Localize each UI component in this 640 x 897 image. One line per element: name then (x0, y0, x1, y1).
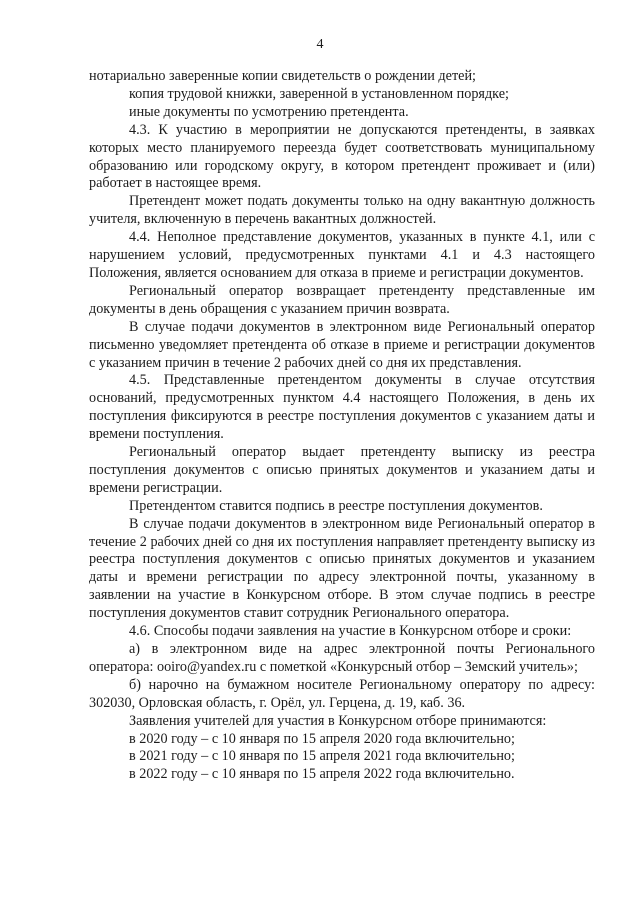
paragraph: иные документы по усмотрению претендента. (129, 103, 409, 120)
document-body (89, 68, 595, 784)
paragraph: в 2022 году – с 10 января по 15 апреля 2022 года включительно. (129, 766, 515, 783)
paragraph: 4.4. Неполное представление документов, указанных в пункте 4.1, или с нарушением условий, предусмотренных пунктами 4.1 и 4.3 настоящего Положения, является основанием для отказа в приеме и регистрации документов. (89, 229, 595, 281)
paragraph: В случае подачи документов в электронном виде Региональный оператор в течение 2 рабочих дней со дня их поступления направляет претенденту выписку из реестра поступления документов с описью принятых документов и указанием даты и времени регистрации по адресу электронной почты, указанному в заявлении на участие в Конкурсном отборе. В этом случае подпись в реестре поступления документов ставит сотрудник Регионального оператора. (89, 515, 595, 622)
paragraph: 4.3. К участию в мероприятии не допускаются претенденты, в заявках которых место планируемого переезда будет соответствовать муниципальному образованию или городскому округу, в котором претендент проживает и (или) работает в настоящее время. (89, 121, 595, 192)
paragraph: 4.5. Представленные претендентом документы в случае отсутствия оснований, предусмотренных пунктом 4.4 настоящего Положения, в день их поступления фиксируются в реестре поступления документов с указанием даты и времени поступления. (89, 372, 595, 443)
paragraph: копия трудовой книжки, заверенной в установленном порядке; (129, 85, 509, 102)
paragraph: Региональный оператор выдает претенденту выписку из реестра поступления документов с описью принятых документов и указанием даты и времени регистрации. (89, 444, 595, 496)
paragraph: нотариально заверенные копии свидетельств о рождении детей; (89, 68, 476, 84)
paragraph: Претендент может подать документы только на одну вакантную должность учителя, включенную в перечень вакантных должностей. (89, 193, 595, 228)
paragraph: б) нарочно на бумажном носителе Региональному оператору по адресу: 302030, Орловская область, г. Орёл, ул. Герцена, д. 19, каб. 36. (89, 676, 595, 711)
page-number: 4 (316, 37, 324, 52)
paragraph: в 2021 году – с 10 января по 15 апреля 2021 года включительно; (129, 748, 515, 765)
paragraph: Претендентом ставится подпись в реестре поступления документов. (129, 497, 543, 514)
paragraph: 4.6. Способы подачи заявления на участие в Конкурсном отборе и сроки: (129, 623, 572, 640)
paragraph: в 2020 году – с 10 января по 15 апреля 2020 года включительно; (129, 730, 515, 747)
paragraph: Региональный оператор возвращает претенденту представленные им документы в день обращения с указанием причин возврата. (89, 282, 595, 317)
paragraph: В случае подачи документов в электронном виде Региональный оператор письменно уведомляет претендента об отказе в приеме и регистрации документов с указанием причин в течение 2 рабочих дней со дня их представления. (89, 318, 595, 371)
paragraph: Заявления учителей для участия в Конкурсном отборе принимаются: (129, 712, 547, 729)
paragraph: а) в электронном виде на адрес электронной почты Регионального оператора: ooiro@yandex.ru с пометкой «Конкурсный отбор – Земский учитель»; (89, 641, 595, 675)
